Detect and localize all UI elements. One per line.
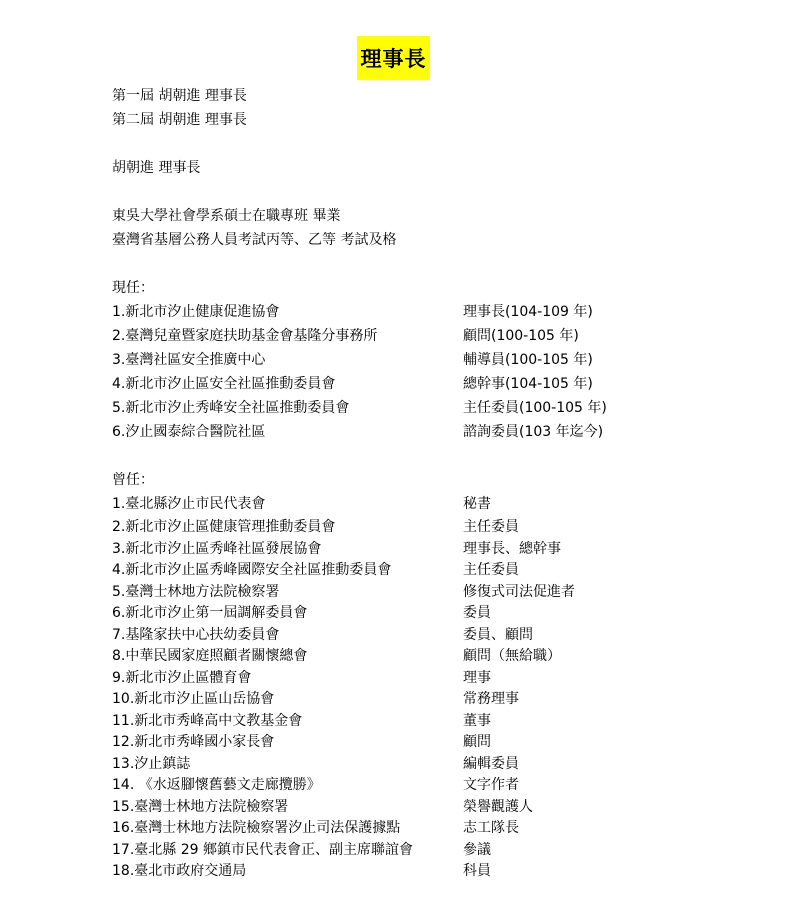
former-item-name: 6.新北市汐止第一屆調解委員會 bbox=[112, 605, 308, 621]
former-item-name: 16.臺灣士林地方法院檢察署汐止司法保護據點 bbox=[112, 820, 401, 836]
current-item-name: 6.汐止國泰綜合醫院社區 bbox=[112, 424, 266, 440]
former-item-role: 編輯委員 bbox=[463, 756, 519, 772]
term-line-1: 第一屆 胡朝進 理事長 bbox=[112, 88, 247, 104]
former-item-role: 文字作者 bbox=[463, 777, 519, 793]
education-line-1: 東吳大學社會學系碩士在職專班 畢業 bbox=[112, 208, 341, 224]
current-item-role: 顧問(100-105 年) bbox=[463, 328, 579, 344]
former-item-role: 顧問（無給職） bbox=[463, 648, 561, 664]
former-item-name: 17.臺北縣 29 鄉鎮市民代表會正、副主席聯誼會 bbox=[112, 842, 413, 858]
former-item-name: 3.新北市汐止區秀峰社區發展協會 bbox=[112, 541, 322, 557]
former-item-role: 主任委員 bbox=[463, 519, 519, 535]
current-item-role: 輔導員(100-105 年) bbox=[463, 352, 593, 368]
former-item-name: 12.新北市秀峰國小家長會 bbox=[112, 734, 275, 750]
former-item-name: 7.基隆家扶中心扶幼委員會 bbox=[112, 627, 280, 643]
current-heading: 現任： bbox=[112, 280, 154, 296]
former-item-name: 8.中華民國家庭照顧者關懷總會 bbox=[112, 648, 308, 664]
current-item-role: 總幹事(104-105 年) bbox=[463, 376, 593, 392]
former-item-role: 參議 bbox=[463, 842, 491, 858]
current-item-name: 5.新北市汐止秀峰安全社區推動委員會 bbox=[112, 400, 350, 416]
former-item-role: 主任委員 bbox=[463, 562, 519, 578]
former-item-name: 9.新北市汐止區體育會 bbox=[112, 670, 252, 686]
term-line-2: 第二屆 胡朝進 理事長 bbox=[112, 112, 247, 128]
former-item-name: 14. 《水返腳懷舊藝文走廊攬勝》 bbox=[112, 777, 321, 793]
former-item-role: 秘書 bbox=[463, 496, 491, 512]
current-item-name: 4.新北市汐止區安全社區推動委員會 bbox=[112, 376, 336, 392]
former-item-role: 理事長、總幹事 bbox=[463, 541, 561, 557]
former-item-role: 董事 bbox=[463, 713, 491, 729]
former-item-role: 顧問 bbox=[463, 734, 491, 750]
former-item-role: 科員 bbox=[463, 863, 491, 879]
former-item-role: 委員 bbox=[463, 605, 491, 621]
former-item-name: 10.新北市汐止區山岳協會 bbox=[112, 691, 275, 707]
current-item-role: 主任委員(100-105 年) bbox=[463, 400, 607, 416]
former-item-name: 2.新北市汐止區健康管理推動委員會 bbox=[112, 519, 336, 535]
current-item-name: 3.臺灣社區安全推廣中心 bbox=[112, 352, 266, 368]
former-item-name: 18.臺北市政府交通局 bbox=[112, 863, 247, 879]
former-item-role: 理事 bbox=[463, 670, 491, 686]
former-item-name: 11.新北市秀峰高中文教基金會 bbox=[112, 713, 303, 729]
current-item-role: 理事長(104-109 年) bbox=[463, 304, 593, 320]
former-item-name: 15.臺灣士林地方法院檢察署 bbox=[112, 799, 289, 815]
former-item-name: 13.汐止鎮誌 bbox=[112, 756, 191, 772]
former-heading: 曾任： bbox=[112, 472, 154, 488]
page-title: 理事長 bbox=[357, 36, 430, 80]
former-item-name: 5.臺灣士林地方法院檢察署 bbox=[112, 584, 280, 600]
former-item-role: 修復式司法促進者 bbox=[463, 584, 575, 600]
current-item-name: 1.新北市汐止健康促進協會 bbox=[112, 304, 280, 320]
person-line: 胡朝進 理事長 bbox=[112, 160, 201, 176]
current-item-role: 諮詢委員(103 年迄今) bbox=[463, 424, 604, 440]
former-item-role: 志工隊長 bbox=[463, 820, 519, 836]
education-line-2: 臺灣省基層公務人員考試丙等、乙等 考試及格 bbox=[112, 232, 397, 248]
former-item-name: 4.新北市汐止區秀峰國際安全社區推動委員會 bbox=[112, 562, 392, 578]
current-item-name: 2.臺灣兒童暨家庭扶助基金會基隆分事務所 bbox=[112, 328, 378, 344]
former-item-role: 委員、顧問 bbox=[463, 627, 533, 643]
former-item-name: 1.臺北縣汐止市民代表會 bbox=[112, 496, 266, 512]
former-item-role: 常務理事 bbox=[463, 691, 519, 707]
former-item-role: 榮譽觀護人 bbox=[463, 799, 533, 815]
